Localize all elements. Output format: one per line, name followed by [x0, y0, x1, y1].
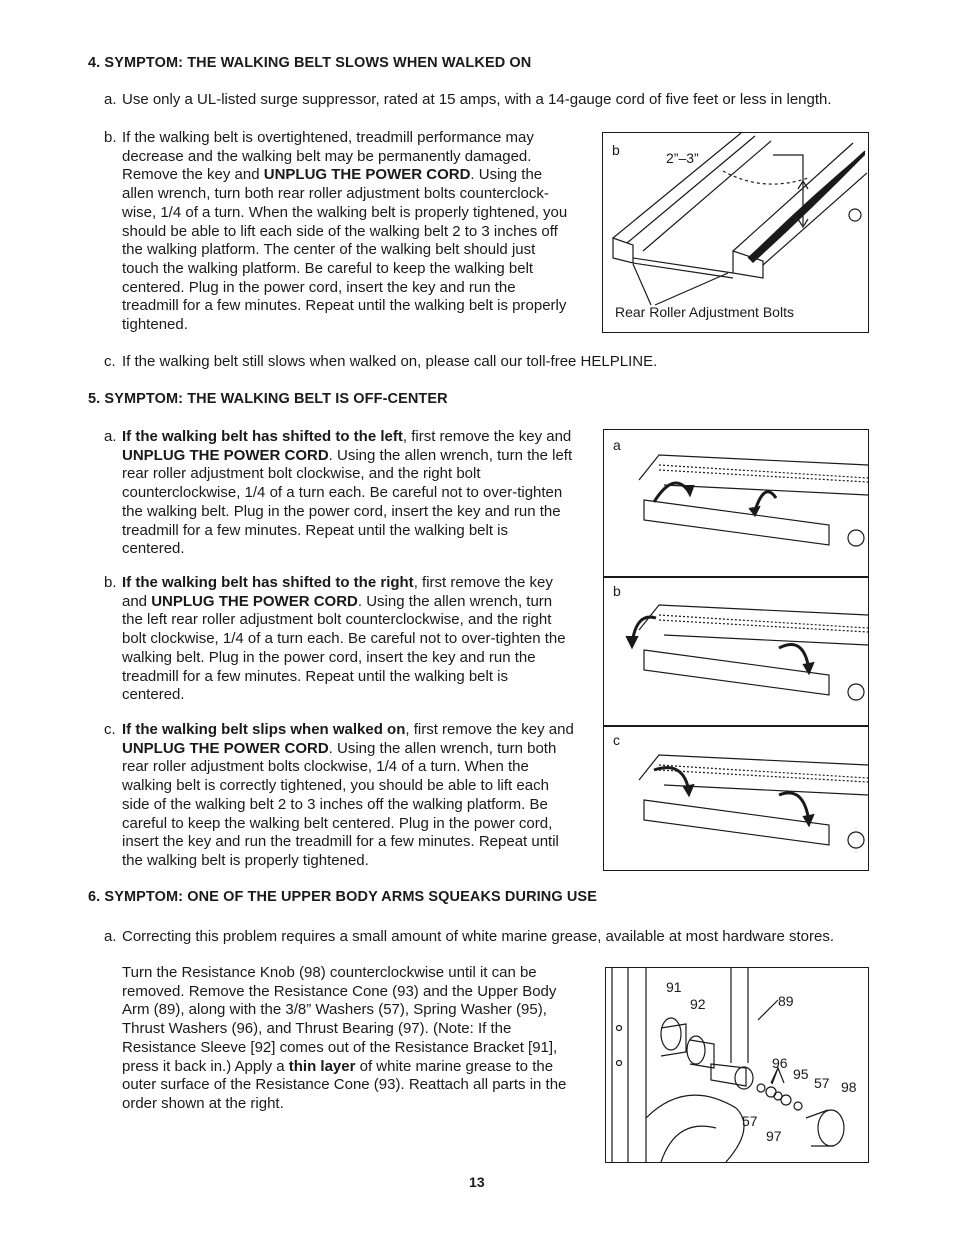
- panel-label-b: b: [613, 583, 621, 599]
- item-text: If the walking belt has shifted to the right, first remove the key and UNPLUG THE POWER CORD. Using the allen wrench, turn the left rear roller adjustment bolt counterclockwise, and the right bolt clockwise, 1/4 of a turn each. Be careful not to over-tighten the walking belt. Plug in the power cord, insert the key and run the treadmill for a few minutes. Repeat until the walking belt is centered.: [122, 574, 566, 704]
- figure-belt-tension: [602, 132, 869, 333]
- panel-label-c: c: [613, 732, 620, 748]
- section-5-item-a: [104, 428, 574, 559]
- section-4-item-c: [104, 353, 874, 372]
- item-text: If the walking belt has shifted to the left, first remove the key and UNPLUG THE POWER CORD. Using the allen wrench, turn the left rear roller adjustment bolt clockwise, and the right bolt counterclockwise, 1/4 of a turn each. Be careful not to over-tighten the walking belt. Plug in the power cord, insert the key and run the treadmill for a few minutes. Repeat until the walking belt is centered.: [122, 428, 573, 558]
- item-text: If the walking belt still slows when walked on, please call our toll-free HELPLINE.: [122, 353, 658, 370]
- part-number-97: 97: [766, 1128, 782, 1144]
- part-number-89: 89: [778, 993, 794, 1009]
- panel-label-a: a: [613, 437, 621, 453]
- item-label: b.: [104, 129, 117, 146]
- section-6-item-a: [104, 928, 874, 947]
- part-number-95: 95: [793, 1066, 809, 1082]
- treadmill-rear-illustrations: [604, 430, 868, 870]
- part-number-98: 98: [841, 1079, 857, 1095]
- item-text: If the walking belt slips when walked on, first remove the key and UNPLUG THE POWER CORD. Using the allen wrench, turn both rear roller adjustment bolts clockwise, 1/4 of a turn. When the walking belt is correctly tightened, you should be able to lift each side of the walking belt 2 to 3 inches off the walking platform. Be careful to keep the walking belt centered. Plug in the power cord, insert the key and run the treadmill for a few minutes. Repeat until the walking belt is properly tightened.: [122, 721, 574, 869]
- figure-upper-body-arm-assembly: [605, 967, 869, 1163]
- item-label: b.: [104, 574, 117, 591]
- figure-belt-centering: [603, 429, 869, 871]
- part-number-57: 57: [814, 1075, 830, 1091]
- item-text: Use only a UL-listed surge suppressor, rated at 15 amps, with a 14-gauge cord of five feet or less in length.: [122, 91, 832, 108]
- section-6-instructions: Turn the Resistance Knob (98) counterclockwise until it can be removed. Remove the Resistance Cone (93) and the Upper Body Arm (89), along with the 3/8” Washers (57), Spring Washer (95), Thrust Washers (96), and Thrust Bearing (97). (Note: If the Resistance Sleeve [92] comes out of the Resistance Bracket [91], press it back in.) Apply a thin layer of white marine grease to the outer surface of the Resistance Cone (93). Reattach all parts in the order shown at the right.: [122, 964, 567, 1112]
- measurement-label: 2”–3”: [666, 150, 699, 166]
- section-5-heading: 5. SYMPTOM: THE WALKING BELT IS OFF-CENTER: [88, 391, 448, 407]
- item-label: a.: [104, 928, 117, 945]
- item-text: Correcting this problem requires a small amount of white marine grease, available at most hardware stores.: [122, 928, 834, 945]
- part-number-96: 96: [772, 1055, 788, 1071]
- figure-caption: Rear Roller Adjustment Bolts: [615, 304, 794, 320]
- section-5-item-c: [104, 721, 574, 871]
- section-6-heading: 6. SYMPTOM: ONE OF THE UPPER BODY ARMS SQUEAKS DURING USE: [88, 889, 597, 905]
- arm-assembly-exploded-view: [606, 968, 868, 1162]
- part-number-91: 91: [666, 979, 682, 995]
- page-number: 13: [469, 1174, 485, 1190]
- section-4-item-b: [104, 129, 574, 335]
- item-label: c.: [104, 721, 116, 738]
- item-label: a.: [104, 428, 117, 445]
- item-text: If the walking belt is overtightened, treadmill performance may decrease and the walking belt may be permanently damaged. Remove the key and UNPLUG THE POWER CORD. Using the allen wrench, turn both rear roller adjustment bolts counterclock-wise, 1/4 of a turn. When the walking belt is properly tightened, you should be able to lift each side of the walking belt 2 to 3 inches off the walking platform. The center of the walking belt should just touch the walking platform. Be careful to keep the walking belt centered. Plug in the power cord, insert the key and run the treadmill for a few minutes. Repeat until the walking belt is properly tightened.: [122, 129, 568, 334]
- section-4-heading: 4. SYMPTOM: THE WALKING BELT SLOWS WHEN WALKED ON: [88, 55, 532, 71]
- figure-label: b: [612, 142, 620, 158]
- section-4-item-a: [104, 91, 874, 110]
- item-label: a.: [104, 91, 117, 108]
- part-number-57: 57: [742, 1113, 758, 1129]
- treadmill-belt-illustration: [603, 133, 867, 331]
- part-number-92: 92: [690, 996, 706, 1012]
- item-label: c.: [104, 353, 116, 370]
- section-5-item-b: [104, 574, 574, 705]
